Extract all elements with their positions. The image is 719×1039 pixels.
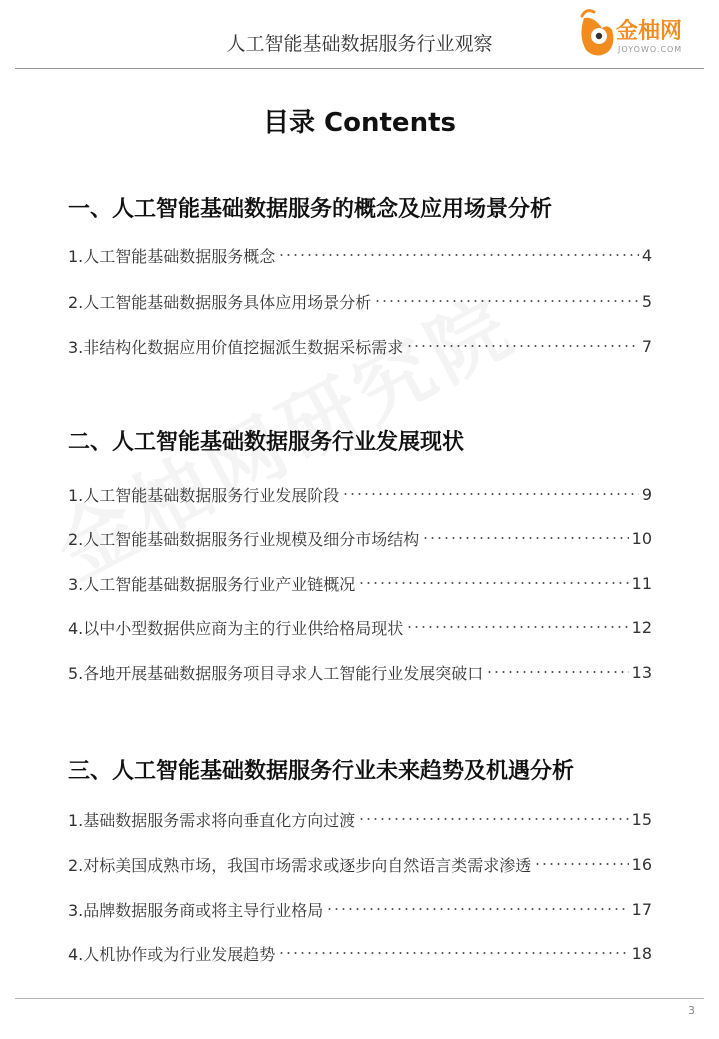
toc-entry[interactable] <box>68 940 652 966</box>
toc-entry-page: 17 <box>631 899 652 919</box>
toc-entry-page: 4 <box>641 245 652 265</box>
toc-title: 目录 Contents <box>263 108 456 138</box>
toc-entry[interactable] <box>68 525 652 551</box>
header-divider <box>15 68 704 69</box>
toc-entry-page: 9 <box>641 484 652 504</box>
toc-entry-title: 1.人工智能基础数据服务概念 <box>68 246 276 266</box>
toc-entry-title: 1.人工智能基础数据服务行业发展阶段 <box>68 485 340 505</box>
dot-leader <box>278 254 639 256</box>
toc-entry-title: 2.人工智能基础数据服务行业规模及细分市场结构 <box>68 529 420 549</box>
logo-text: 金柚网 <box>616 19 683 44</box>
dot-leader <box>358 818 628 820</box>
toc-entry-title: 5.各地开展基础数据服务项目寻求人工智能行业发展突破口 <box>68 663 484 683</box>
toc-entry[interactable] <box>68 614 652 640</box>
dot-leader <box>534 863 628 865</box>
toc-entry-title: 3.品牌数据服务商或将主导行业格局 <box>68 900 324 920</box>
toc-entry-title: 1.基础数据服务需求将向垂直化方向过渡 <box>68 810 356 830</box>
toc-entry-page: 12 <box>631 617 652 637</box>
dot-leader <box>406 345 639 347</box>
dot-leader <box>374 300 639 302</box>
toc-entry-page: 18 <box>631 943 652 963</box>
toc-entry[interactable] <box>68 242 652 268</box>
page-number: 3 <box>688 1004 695 1017</box>
toc-entry-page: 16 <box>631 854 652 874</box>
toc-entry-page: 11 <box>631 573 652 593</box>
toc-entry-page: 10 <box>631 528 652 548</box>
toc-entry-page: 7 <box>641 336 652 356</box>
section-heading: 一、人工智能基础数据服务的概念及应用场景分析 <box>68 197 553 222</box>
toc-entry-page: 15 <box>631 809 652 829</box>
toc-entry-page: 5 <box>641 291 652 311</box>
toc-entry[interactable] <box>68 288 652 314</box>
toc-entry[interactable] <box>68 333 652 359</box>
toc-entry-title: 3.非结构化数据应用价值挖掘派生数据采标需求 <box>68 337 404 357</box>
toc-entry-title: 2.人工智能基础数据服务具体应用场景分析 <box>68 292 372 312</box>
toc-entry-page: 13 <box>631 662 652 682</box>
toc-entry-title: 4.以中小型数据供应商为主的行业供给格局现状 <box>68 618 404 638</box>
toc-entry[interactable] <box>68 896 652 922</box>
dot-leader <box>326 908 628 910</box>
section-heading: 二、人工智能基础数据服务行业发展现状 <box>68 430 465 455</box>
header-title: 人工智能基础数据服务行业观察 <box>226 33 493 55</box>
dot-leader <box>278 952 628 954</box>
toc-entry[interactable] <box>68 659 652 685</box>
toc-entry[interactable] <box>68 570 652 596</box>
logo-subtext: JOYOWO.COM <box>618 45 683 54</box>
brand-logo <box>572 6 712 62</box>
dot-leader <box>406 626 628 628</box>
dot-leader <box>358 582 628 584</box>
dot-leader <box>486 671 628 673</box>
dot-leader <box>342 493 639 495</box>
toc-entry-title: 3.人工智能基础数据服务行业产业链概况 <box>68 574 356 594</box>
section-heading: 三、人工智能基础数据服务行业未来趋势及机遇分析 <box>68 759 575 784</box>
toc-entry[interactable] <box>68 481 652 507</box>
toc-entry[interactable] <box>68 806 652 832</box>
toc-entry-title: 2.对标美国成熟市场，我国市场需求或逐步向自然语言类需求渗透 <box>68 855 532 875</box>
mascot-icon <box>581 11 613 56</box>
toc-entry[interactable] <box>68 851 652 877</box>
footer-divider <box>15 998 704 999</box>
toc-entry-title: 4.人机协作或为行业发展趋势 <box>68 944 276 964</box>
dot-leader <box>422 537 628 539</box>
